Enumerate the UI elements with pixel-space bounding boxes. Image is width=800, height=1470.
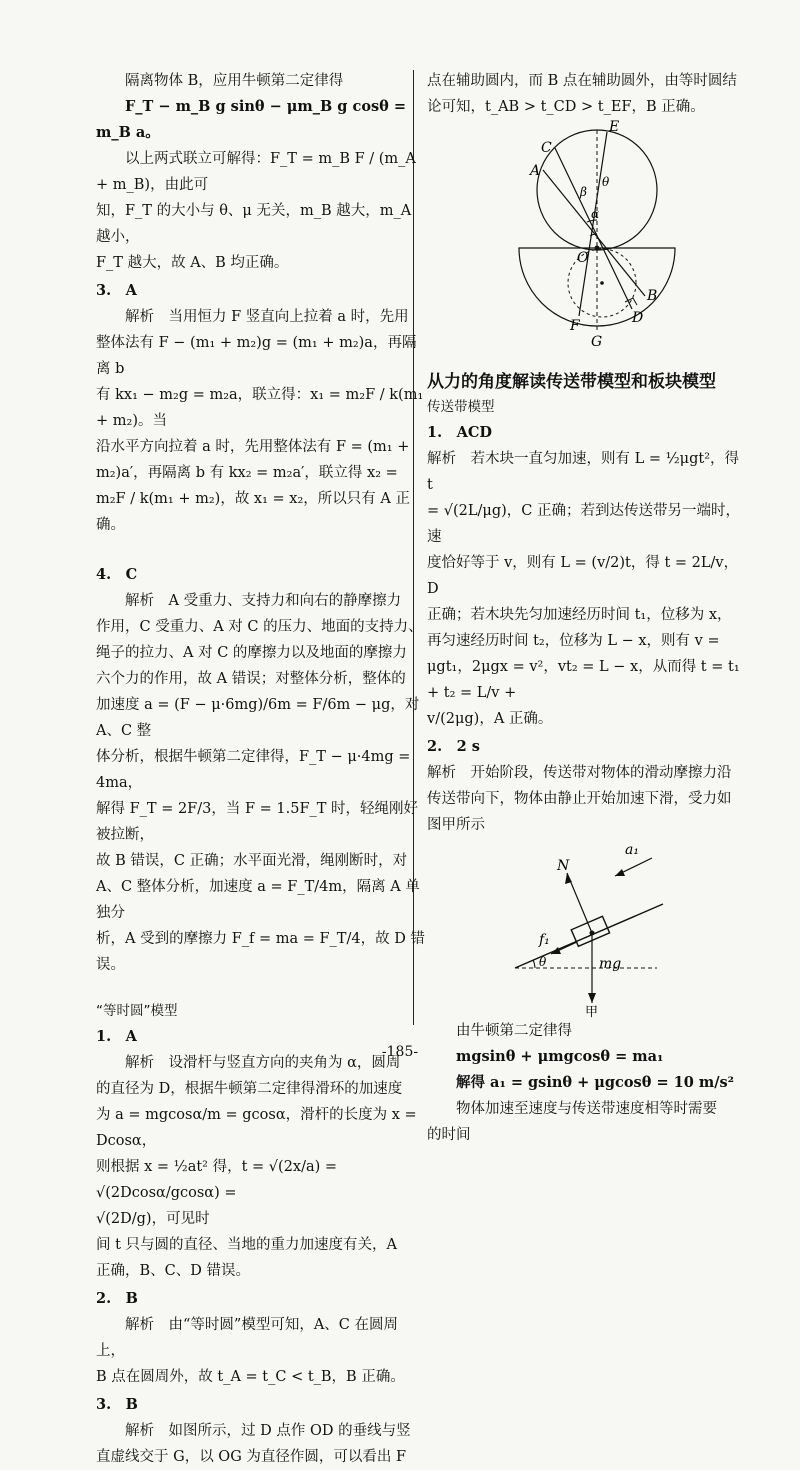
q4-line: 故 B 错误，C 正确；水平面光滑，绳刚断时，对 bbox=[96, 853, 408, 869]
label-C: C bbox=[541, 140, 552, 156]
c1-line: μgt₁，2μgx = v²，vt₂ = L − x，从而得 t = t₁ + t₂ = L/v + bbox=[427, 659, 740, 701]
text-line: 以上两式联立可解得：F_T = m_B F / (m_A + m_B)，由此可 bbox=[96, 151, 416, 193]
text-line: 物体加速至速度与传送带速度相等时需要 bbox=[456, 1101, 717, 1117]
q3-line: 有 kx₁ − m₂g = m₂a，联立得：x₁ = m₂F / k(m₁ + m₂)。当 bbox=[96, 387, 424, 429]
label-mg: mg bbox=[599, 956, 622, 972]
s1-line: 解析 设滑杆与竖直方向的夹角为 α，圆周 bbox=[125, 1055, 401, 1071]
s2-line: B 点在圆周外，故 t_A = t_C < t_B，B 正确。 bbox=[96, 1369, 405, 1385]
c2-line: 解析 开始阶段，传送带对物体的滑动摩擦力沿 bbox=[427, 765, 732, 781]
q3-line: 解析 当用恒力 F 竖直向上拉着 a 时，先用 bbox=[125, 309, 409, 325]
c1-line: 再匀速经历时间 t₂，位移为 L − x，则有 v = bbox=[427, 633, 720, 649]
s1-line: 间 t 只与圆的直径、当地的重力加速度有关，A bbox=[96, 1237, 398, 1253]
q4-line: 解析 A 受重力、支持力和向右的静摩擦力 bbox=[125, 593, 402, 609]
s1-line: √(2D/g)，可见时 bbox=[96, 1211, 210, 1227]
theta-arc bbox=[533, 960, 535, 968]
q3-line: 整体法有 F − (m₁ + m₂)g = (m₁ + m₂)a，再隔离 b bbox=[96, 335, 417, 377]
section-title-equal-time-circle: “等时圆”模型 bbox=[96, 1003, 178, 1019]
chord-C-D bbox=[555, 148, 632, 309]
label-B: B bbox=[647, 288, 658, 304]
s3-line: 直虚线交于 G，以 OG 为直径作圆，可以看出 F bbox=[96, 1449, 407, 1465]
q4-line: 作用，C 受重力、A 对 C 的压力、地面的支持力、 bbox=[96, 619, 423, 635]
label-A: A bbox=[530, 163, 541, 179]
label-jia: 甲 bbox=[585, 1005, 599, 1018]
q4-line: 体分析，根据牛顿第二定律得，F_T − μ·4mg = 4ma， bbox=[96, 749, 411, 791]
s1-answer: 1. A bbox=[96, 1028, 137, 1045]
text-line: 由牛顿第二定律得 bbox=[456, 1023, 572, 1039]
c2-line: 传送带向下，物体由静止开始加速下滑，受力如 bbox=[427, 791, 732, 807]
label-N: N bbox=[557, 858, 570, 874]
label-theta: θ bbox=[539, 955, 547, 969]
subsection-title-conveyor: 传送带模型 bbox=[427, 399, 495, 415]
gravity-arrowhead bbox=[588, 993, 596, 1003]
label-theta: θ bbox=[602, 175, 610, 189]
c2-answer: 2. 2 s bbox=[427, 738, 480, 755]
label-f1: f₁ bbox=[539, 932, 550, 948]
acceleration-arrowhead bbox=[615, 869, 625, 876]
point-O bbox=[595, 246, 600, 251]
text-line: 的时间 bbox=[427, 1127, 471, 1143]
text-line: 点在辅助圆内，而 B 点在辅助圆外，由等时圆结 bbox=[427, 73, 737, 89]
label-D: D bbox=[632, 310, 644, 326]
c1-line: = √(2L/μg)，C 正确；若到达传送带另一端时，速 bbox=[427, 503, 740, 545]
text-line: 论可知，t_AB > t_CD > t_EF，B 正确。 bbox=[427, 99, 705, 115]
s3-line: 解析 如图所示，过 D 点作 OD 的垂线与竖 bbox=[125, 1423, 411, 1439]
c2-line: 图甲所示 bbox=[427, 817, 485, 833]
question-3-answer: 3. A bbox=[96, 282, 137, 299]
label-beta: β bbox=[580, 185, 587, 199]
c1-line: v/(2μg)，A 正确。 bbox=[427, 711, 553, 727]
c1-answer: 1. ACD bbox=[427, 424, 493, 441]
left-column bbox=[96, 68, 426, 1470]
s1-line: 为 a = mgcosα/m = gcosα，滑杆的长度为 x = Dcosα， bbox=[96, 1107, 417, 1149]
s1-line: 则根据 x = ½at² 得，t = √(2x/a) = √(2Dcosα/gcosα) = bbox=[96, 1159, 338, 1201]
chord-A-B bbox=[543, 170, 645, 296]
chord-E-F bbox=[579, 132, 607, 316]
point-center bbox=[600, 281, 604, 285]
s2-line: 解析 由“等时圆”模型可知，A、C 在圆周上， bbox=[96, 1317, 398, 1359]
text-line: 知，F_T 的大小与 θ、μ 无关，m_B 越大，m_A 越小， bbox=[96, 203, 412, 245]
label-E: E bbox=[609, 120, 620, 135]
formula-line: mgsinθ + μmgcosθ = ma₁ bbox=[456, 1048, 664, 1065]
formula-line: F_T − m_B g sinθ − μm_B g cosθ = m_B a。 bbox=[96, 98, 407, 141]
incline-line bbox=[515, 904, 663, 968]
q3-line: m₂F / k(m₁ + m₂)，故 x₁ = x₂，所以只有 A 正确。 bbox=[96, 491, 410, 533]
equal-time-circle-diagram bbox=[427, 120, 745, 360]
q4-line: A、C 整体分析，加速度 a = F_T/4m，隔离 A 单独分 bbox=[96, 879, 420, 921]
c1-line: 度恰好等于 v，则有 L = (v/2)t，得 t = 2L/v，D bbox=[427, 555, 739, 597]
text-line: F_T 越大，故 A、B 均正确。 bbox=[96, 255, 289, 271]
q4-line: 六个力的作用，故 A 错误；对整体分析，整体的 bbox=[96, 671, 406, 687]
formula-line: 解得 a₁ = gsinθ + μgcosθ = 10 m/s² bbox=[456, 1074, 735, 1091]
q3-line: 沿水平方向拉着 a 时，先用整体法有 F = (m₁ + bbox=[96, 439, 410, 455]
label-F: F bbox=[570, 318, 580, 334]
page-number: -185- bbox=[381, 1044, 419, 1060]
incline-force-diagram bbox=[427, 838, 745, 1018]
s1-line: 正确，B、C、D 错误。 bbox=[96, 1263, 250, 1279]
text-line: 隔离物体 B，应用牛顿第二定律得 bbox=[125, 73, 344, 89]
c1-line: 解析 若木块一直匀加速，则有 L = ½μgt²，得 t bbox=[427, 451, 740, 493]
c1-line: 正确；若木块先匀加速经历时间 t₁，位移为 x， bbox=[427, 607, 732, 623]
q4-line: 解得 F_T = 2F/3，当 F = 1.5F_T 时，轻绳刚好被拉断， bbox=[96, 801, 419, 843]
s2-answer: 2. B bbox=[96, 1290, 138, 1307]
right-column bbox=[427, 68, 745, 1148]
label-O: O bbox=[577, 250, 589, 266]
section-title-conveyor-and-board: 从力的角度解读传送带模型和板块模型 bbox=[427, 372, 716, 392]
label-a1: a₁ bbox=[625, 842, 639, 858]
q3-line: m₂)a′，再隔离 b 有 kx₂ = m₂a′，联立得 x₂ = bbox=[96, 465, 398, 481]
q4-line: 绳子的拉力、A 对 C 的摩擦力以及地面的摩擦力 bbox=[96, 645, 407, 661]
question-4-answer: 4. C bbox=[96, 566, 138, 583]
q4-line: 析，A 受到的摩擦力 F_f = ma = F_T/4，故 D 错误。 bbox=[96, 931, 425, 973]
s3-answer: 3. B bbox=[96, 1396, 138, 1413]
q4-line: 加速度 a = (F − μ·6mg)/6m = F/6m − μg，对 A、C 整 bbox=[96, 697, 420, 739]
s1-line: 的直径为 D，根据牛顿第二定律得滑环的加速度 bbox=[96, 1081, 403, 1097]
label-alpha: α bbox=[591, 207, 600, 221]
label-G: G bbox=[591, 334, 603, 350]
